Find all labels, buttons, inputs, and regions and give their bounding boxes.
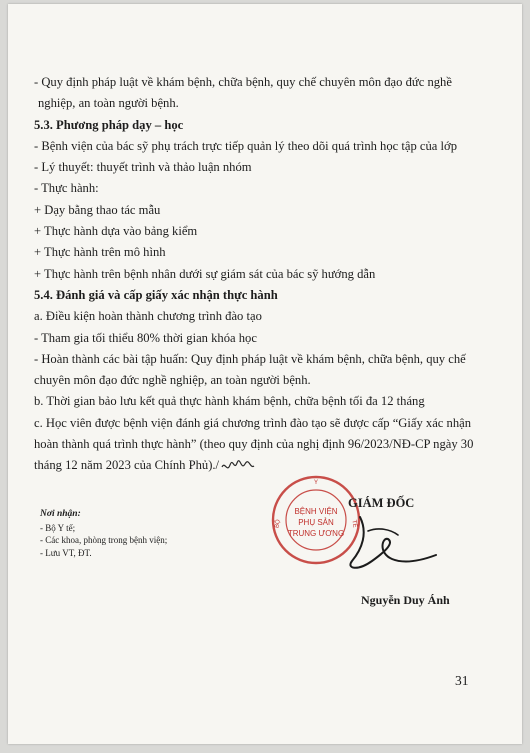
body-line: hoàn thành quá trình thực hành” (theo quy định của nghị định 96/2023/NĐ-CP ngày 30 — [34, 437, 474, 452]
body-line: + Thực hành trên bệnh nhân dưới sự giám sát của bác sỹ hướng dẫn — [34, 266, 376, 281]
section-heading-5-3: 5.3. Phương pháp dạy – học — [34, 117, 184, 132]
section-heading-5-4: 5.4. Đánh giá và cấp giấy xác nhận thực hành — [34, 287, 278, 302]
body-line: - Lý thuyết: thuyết trình và thảo luận nhóm — [34, 160, 252, 175]
body-line: a. Điều kiện hoàn thành chương trình đào tạo — [34, 309, 262, 324]
seal-ring-right: TẾ — [350, 519, 358, 529]
document-body — [34, 72, 504, 477]
closing-text: tháng 12 năm 2023 của Chính Phủ)./ — [34, 458, 220, 473]
seal-line: PHỤ SẢN — [298, 518, 334, 527]
body-line: + Thực hành dựa vào bảng kiểm — [34, 224, 198, 239]
signer-title: GIÁM ĐỐC — [348, 496, 415, 510]
page-number: 31 — [455, 673, 469, 688]
body-line: - Hoàn thành các bài tập huấn: Quy định pháp luật về khám bệnh, chữa bệnh, quy chế — [34, 351, 466, 366]
body-line-last — [34, 455, 504, 476]
body-line: + Thực hành trên mô hình — [34, 245, 166, 260]
body-line: + Dạy bằng thao tác mẫu — [34, 202, 161, 217]
signer-name: Nguyễn Duy Ánh — [361, 593, 450, 607]
body-line: c. Học viên được bệnh viện đánh giá chương trình đào tạo sẽ được cấp “Giấy xác nhận — [34, 415, 472, 430]
recipients-block — [40, 508, 167, 559]
recipients-title: Nơi nhận: — [40, 509, 81, 519]
recipient-item: - Bộ Y tế; — [40, 522, 76, 533]
body-line: - Thực hành: — [34, 181, 99, 196]
handwritten-signature-icon — [338, 509, 448, 579]
seal-line: TRUNG ƯƠNG — [287, 529, 345, 538]
body-line: b. Thời gian bảo lưu kết quả thực hành khám bệnh, chữa bệnh tối đa 12 tháng — [34, 394, 425, 409]
seal-line: BỆNH VIỆN — [294, 507, 338, 516]
body-line: - Bệnh viện của bác sỹ phụ trách trực tiếp quản lý theo dõi quá trình học tập của lớp — [34, 138, 458, 153]
recipient-item: - Lưu VT, ĐT. — [40, 547, 92, 558]
body-line: chuyên môn đạo đức nghề nghiệp, an toàn người bệnh. — [34, 373, 311, 388]
seal-ring-top: Y — [313, 480, 319, 486]
body-line: - Tham gia tối thiểu 80% thời gian khóa học — [34, 330, 257, 345]
initial-mark-icon — [221, 457, 255, 475]
recipient-item: - Các khoa, phòng trong bệnh viện; — [40, 535, 168, 545]
seal-ring-left: BỘ — [274, 519, 282, 529]
body-line: nghiệp, an toàn người bệnh. — [38, 96, 179, 111]
body-line: - Quy định pháp luật về khám bệnh, chữa bệnh, quy chế chuyên môn đạo đức nghề — [34, 75, 452, 89]
document-page — [8, 4, 522, 744]
